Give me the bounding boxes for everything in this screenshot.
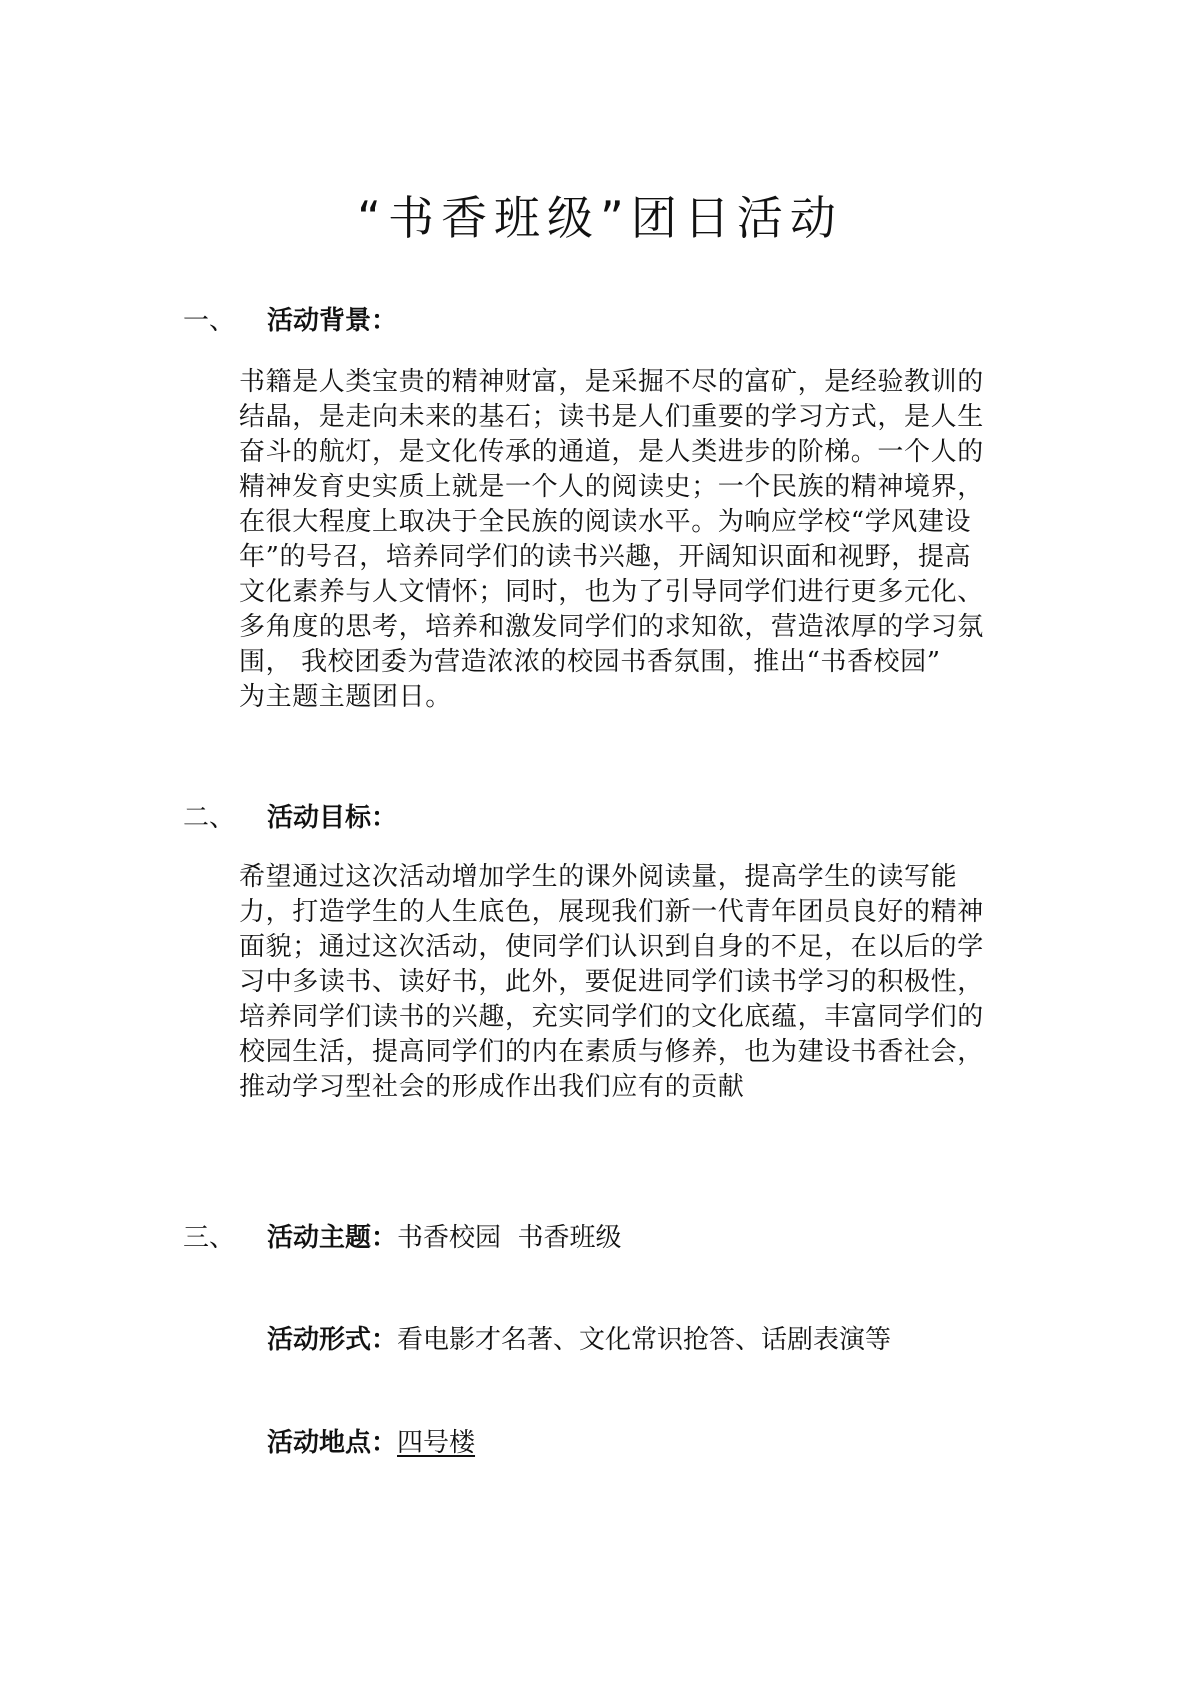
paragraph-line: 精神发育史实质上就是一个人的阅读史；一个民族的精神境界， bbox=[239, 472, 984, 502]
paragraph-line: 推动学习型社会的形成作出我们应有的贡献 bbox=[239, 1072, 745, 1102]
section-label: 活动目标： bbox=[267, 803, 398, 833]
activity-location-line bbox=[267, 1425, 475, 1461]
paragraph-line: 培养同学们读书的兴趣，充实同学们的文化底蕴，丰富同学们的 bbox=[239, 1002, 984, 1032]
document-title: “书香班级”团日活动 bbox=[357, 191, 843, 245]
paragraph-line: 结晶，是走向未来的基石；读书是人们重要的学习方式，是人生 bbox=[239, 402, 984, 432]
activity-format-label: 活动形式： bbox=[267, 1325, 398, 1355]
paragraph-line: 校园生活，提高同学们的内在素质与修养，也为建设书香社会， bbox=[239, 1037, 984, 1067]
section-number: 一、 bbox=[183, 306, 236, 336]
paragraph-line: 力，打造学生的人生底色，展现我们新一代青年团员良好的精神 bbox=[239, 897, 984, 927]
activity-location-label: 活动地点： bbox=[267, 1428, 398, 1458]
background-paragraph bbox=[239, 365, 1029, 715]
activity-format-value: 看电影才名著、文化常识抢答、话剧表演等 bbox=[397, 1325, 892, 1355]
section-number: 二、 bbox=[183, 803, 236, 833]
paragraph-line: 希望通过这次活动增加学生的课外阅读量，提高学生的读写能 bbox=[239, 862, 958, 892]
activity-location-value: 四号楼 bbox=[397, 1428, 476, 1458]
section-heading-goals bbox=[183, 800, 397, 836]
paragraph-line: 多角度的思考，培养和激发同学们的求知欲，营造浓厚的学习氛 bbox=[239, 612, 984, 642]
paragraph-line: 习中多读书、读好书，此外，要促进同学们读书学习的积极性， bbox=[239, 967, 984, 997]
paragraph-line: 为主题主题团日。 bbox=[239, 682, 452, 712]
section-heading-background bbox=[183, 303, 397, 339]
paragraph-line: 围， 我校团委为营造浓浓的校园书香氛围，推出“书香校园” bbox=[239, 647, 941, 677]
paragraph-line: 奋斗的航灯，是文化传承的通道，是人类进步的阶梯。一个人的 bbox=[239, 437, 984, 467]
theme-value: 书香校园 书香班级 bbox=[397, 1223, 622, 1253]
paragraph-line: 年”的号召，培养同学们的读书兴趣，开阔知识面和视野，提高 bbox=[239, 542, 972, 572]
section-label: 活动主题： bbox=[267, 1223, 398, 1253]
goals-paragraph bbox=[239, 860, 1029, 1105]
paragraph-line: 面貌；通过这次活动，使同学们认识到自身的不足，在以后的学 bbox=[239, 932, 984, 962]
section-label: 活动背景： bbox=[267, 306, 398, 336]
activity-format-line bbox=[267, 1322, 891, 1358]
paragraph-line: 在很大程度上取决于全民族的阅读水平。为响应学校“学风建设 bbox=[239, 507, 972, 537]
paragraph-line: 文化素养与人文情怀；同时，也为了引导同学们进行更多元化、 bbox=[239, 577, 984, 607]
section-number: 三、 bbox=[183, 1223, 236, 1253]
section-heading-theme bbox=[183, 1220, 622, 1256]
paragraph-line: 书籍是人类宝贵的精神财富，是采掘不尽的富矿，是经验教训的 bbox=[239, 367, 984, 397]
